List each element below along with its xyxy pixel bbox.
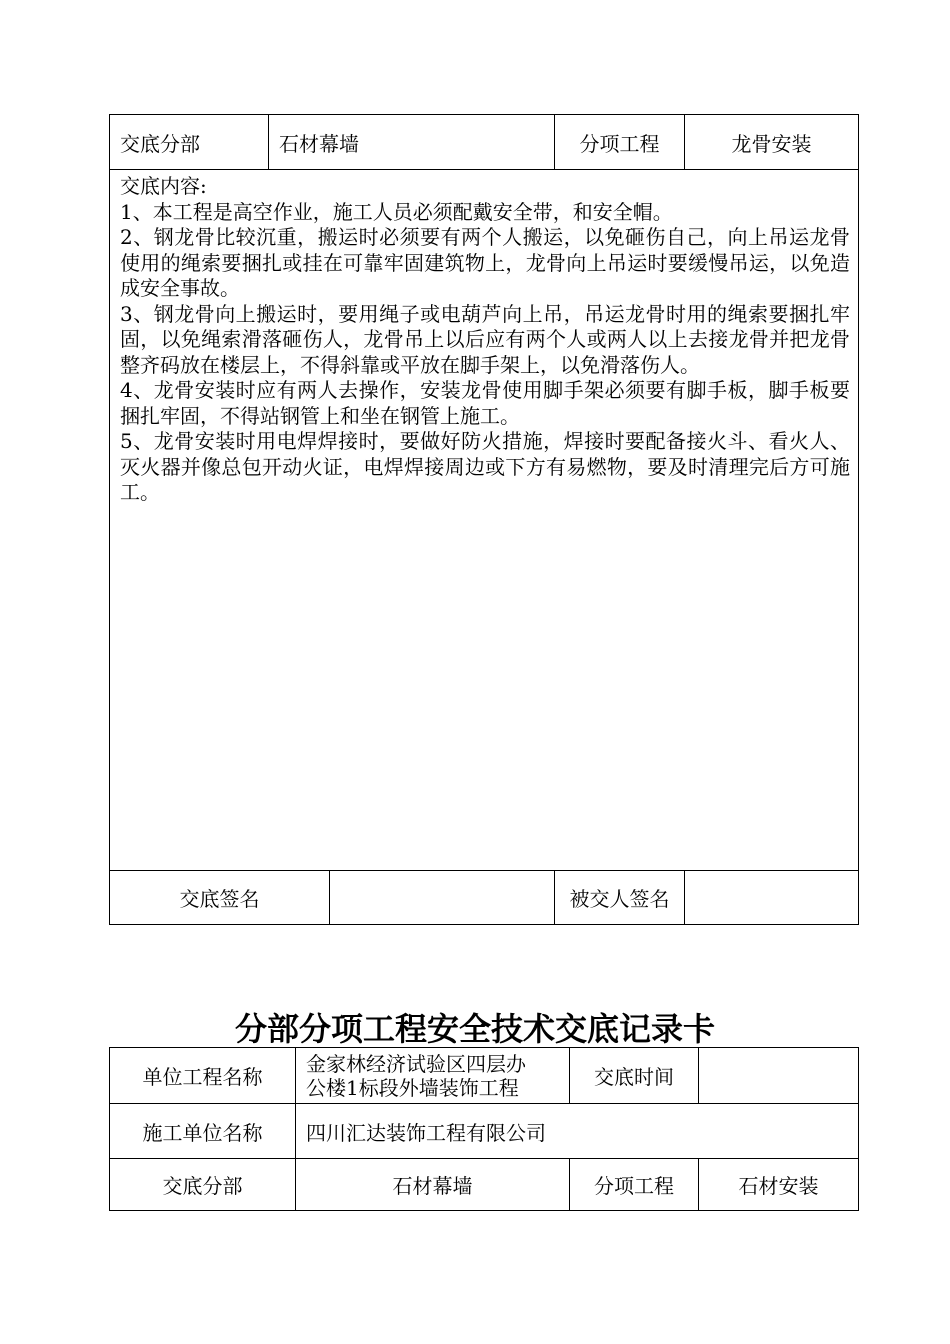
content-item-2: 2、钢龙骨比较沉重，搬运时必须要有两个人搬运，以免砸伤自己，向上吊运龙骨使用的绳索要捆扎或挂在可靠牢固建筑物上，龙骨向上吊运时要缓慢吊运，以免造成安全事故。 — [120, 225, 850, 300]
project-name-value — [296, 1048, 570, 1104]
company-name-label: 施工单位名称 — [110, 1104, 296, 1159]
disclosure-card-2 — [109, 1047, 859, 1211]
division-label-2: 交底分部 — [110, 1159, 296, 1211]
content-heading: 交底内容: — [120, 174, 207, 198]
division-label: 交底分部 — [110, 115, 269, 170]
content-item-1: 1、本工程是高空作业，施工人员必须配戴安全带，和安全帽。 — [120, 199, 673, 224]
project-name-label: 单位工程名称 — [110, 1048, 296, 1104]
company-name-value: 四川汇达装饰工程有限公司 — [296, 1104, 859, 1159]
subitem-value-2: 石材安装 — [699, 1159, 859, 1211]
project-name-line-2: 公楼1标段外墙装饰工程 — [306, 1075, 519, 1100]
project-name-line-1: 金家林经济试验区四层办 — [306, 1051, 526, 1076]
disclosure-time-field[interactable] — [699, 1048, 859, 1104]
content-item-4: 4、龙骨安装时应有两人去操作，安装龙骨使用脚手架必须要有脚手板，脚手板要捆扎牢固，不得站钢管上和坐在钢管上施工。 — [120, 378, 850, 428]
discloser-signature-field[interactable] — [330, 871, 555, 925]
disclosure-content — [110, 170, 859, 871]
division-value-2: 石材幕墙 — [296, 1159, 570, 1211]
receiver-signature-field[interactable] — [685, 871, 859, 925]
record-card-title: 分部分项工程安全技术交底记录卡 — [234, 1010, 715, 1048]
discloser-signature-label: 交底签名 — [110, 871, 330, 925]
division-value: 石材幕墙 — [269, 115, 555, 170]
content-item-3: 3、钢龙骨向上搬运时，要用绳子或电葫芦向上吊，吊运龙骨时用的绳索要捆扎牢固，以免绳索滑落砸伤人，龙骨吊上以后应有两个人或两人以上去接龙骨并把龙骨整齐码放在楼层上，不得斜靠或平放在脚手架上，以免滑落伤人。 — [120, 301, 850, 377]
disclosure-time-label: 交底时间 — [570, 1048, 699, 1104]
subitem-label-2: 分项工程 — [570, 1159, 699, 1211]
content-item-5: 5、龙骨安装时用电焊焊接时，要做好防火措施，焊接时要配备接火斗、看火人、灭火器并像总包开动火证，电焊焊接周边或下方有易燃物，要及时清理完后方可施工。 — [120, 429, 850, 504]
subitem-value: 龙骨安装 — [685, 115, 859, 170]
receiver-signature-label: 被交人签名 — [555, 871, 685, 925]
disclosure-card-1 — [109, 114, 859, 925]
subitem-label: 分项工程 — [555, 115, 685, 170]
